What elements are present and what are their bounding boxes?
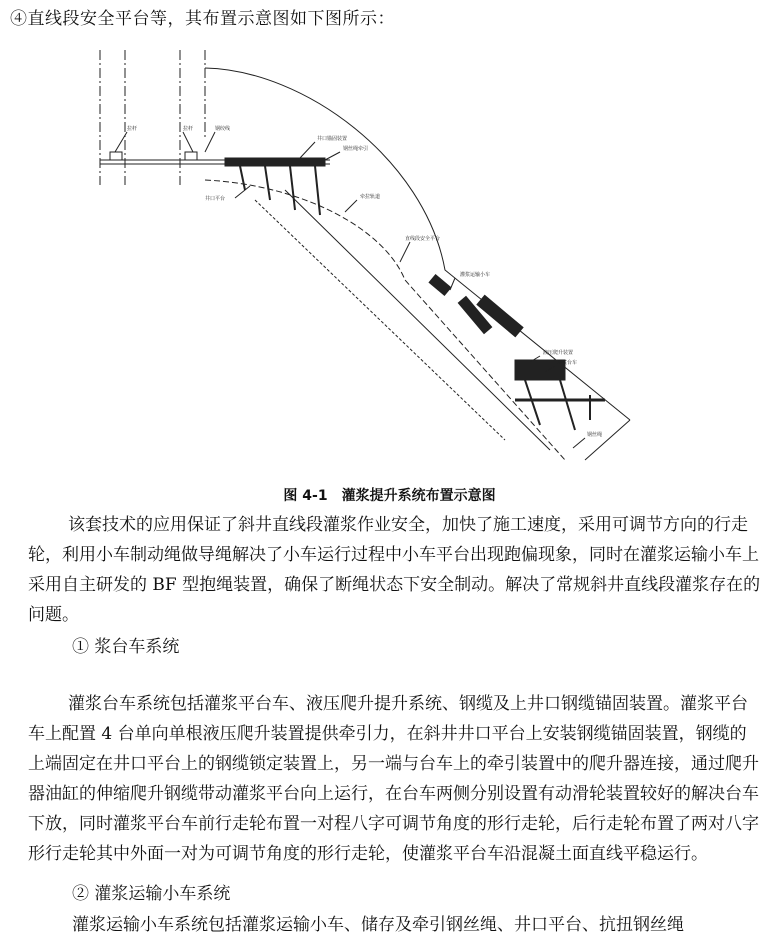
paragraph-1: 该套技术的应用保证了斜井直线段灌浆作业安全，加快了施工速度，采用可调节方向的行走轮，利用小车制动绳做导绳解决了小车运行过程中小车平台出现跑偏现象，同时在灌浆运输小车上采用自主研发的 BF 型抱绳装置，确保了断绳状态下安全制动。解决了常规斜井直线段灌浆存在的问题。: [28, 515, 761, 625]
label-wellhead-platform: 井口平台: [205, 196, 226, 202]
label-grouting-carriage: 灌浆台车: [557, 360, 578, 366]
subsection-heading-1: ① 浆台车系统: [72, 637, 180, 657]
paragraph-2: 灌浆台车系统包括灌浆平台车、液压爬升提升系统、钢缆及上井口钢缆锚固装置。灌浆平台车上配置 4 台单向单根液压爬升装置提供牵引力，在斜井井口平台上安装钢缆锚固装置，钢缆的上端固定在井口平台上的钢缆锁定装置上，另一端与台车上的牵引装置中的爬升器连接，通过爬升器油缸的伸缩爬升钢缆带动灌浆平台向上运行，在台车两侧分别设置有动滑轮装置较好的解决台车下放，同时灌浆平台车前行走轮布置一对程八字可调节角度的形行走轮，后行走轮布置了两对八字形行走轮其中外面一对为可调节角度的形行走轮，使灌浆平台车沿混凝土面直线平稳运行。: [28, 694, 759, 864]
label-pull-rod-1: 拉杆: [127, 126, 138, 132]
grouting-system-diagram: [85, 40, 665, 480]
label-steel-strand: 钢绞线: [215, 126, 231, 132]
section-heading: ④直线段安全平台等，其布置示意图如下图所示：: [10, 9, 395, 29]
label-hydraulic-climber: 液压爬升装置: [543, 350, 574, 356]
figure-caption: 图 4-1 灌浆提升系统布置示意图: [283, 488, 496, 504]
label-traction-track: 牵拉轨道: [360, 194, 381, 200]
label-wellhead-anchor: 井口锚固装置: [317, 136, 348, 142]
label-rope-traction: 钢丝绳牵引: [343, 146, 369, 152]
label-pull-rod-2: 拉杆: [183, 126, 194, 132]
label-wire-rope: 钢丝绳: [587, 432, 603, 438]
subsection-heading-2: ② 灌浆运输小车系统: [72, 884, 231, 904]
label-grouting-cart: 灌浆运输小车: [460, 272, 491, 278]
paragraph-3-partial: 灌浆运输小车系统包括灌浆运输小车、储存及牵引钢丝绳、井口平台、抗扭钢丝绳: [72, 915, 684, 935]
label-straight-safety-platform: 直线段安全平台: [405, 236, 441, 242]
